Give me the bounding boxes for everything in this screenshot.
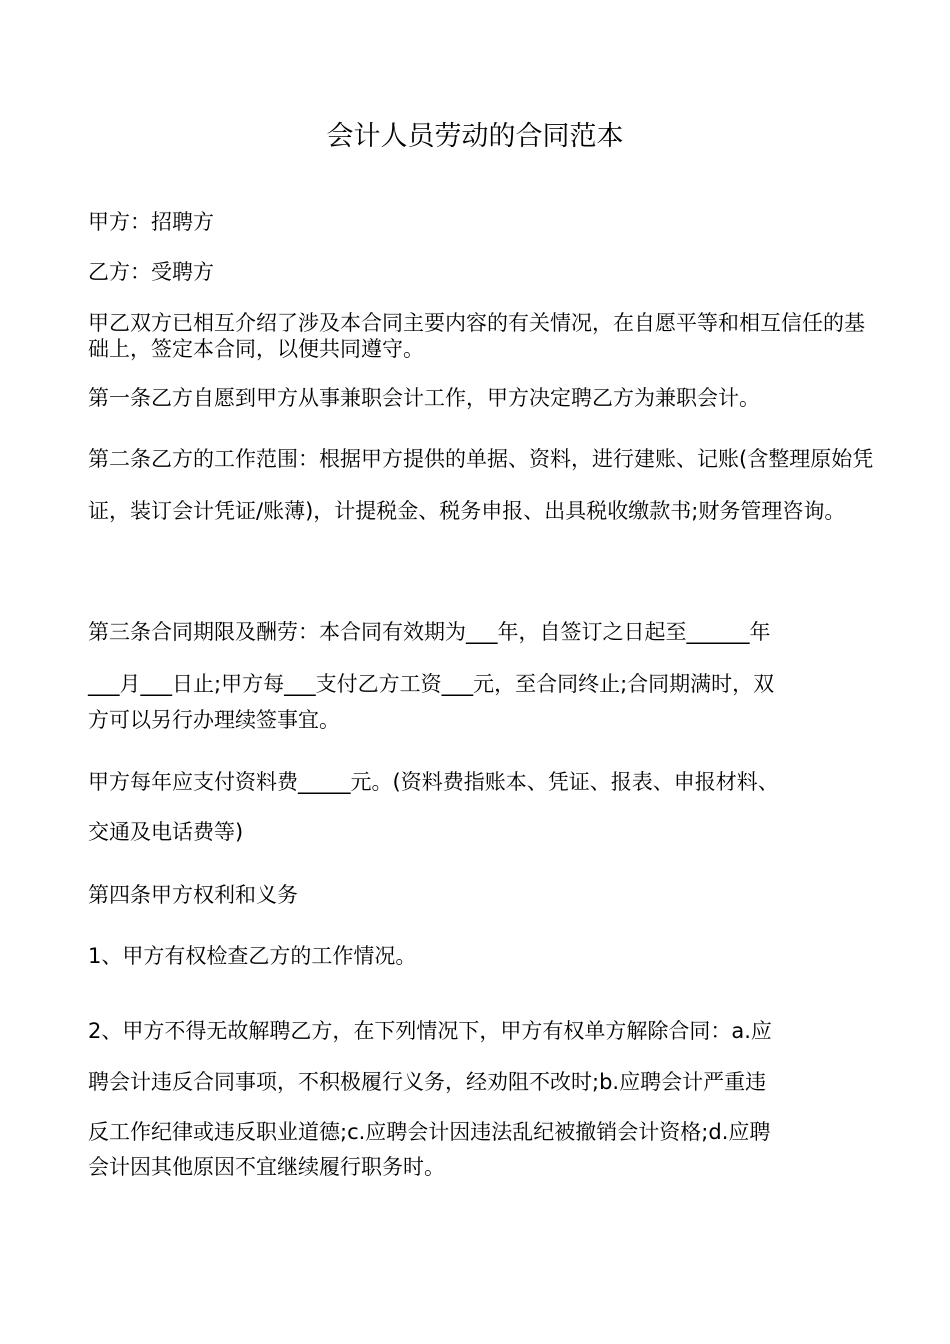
article-4-heading: 第四条甲方权利和义务	[88, 883, 298, 907]
article-2: 第二条乙方的工作范围：根据甲方提供的单据、资料，进行建账、记账(含整理原始凭证，装订会计凭证/账薄)，计提税金、税务申报、出具税收缴款书;财务管理咨询。	[88, 447, 874, 523]
document-title: 会计人员劳动的合同范本	[326, 121, 624, 152]
article-3-line-2: ___月___日止;甲方每___支付乙方工资___元，至合同终止;合同期满时，双	[88, 672, 775, 696]
article-3-line-3: 方可以另行办理续签事宜。	[88, 708, 340, 732]
article-4-item-2-line-4: 会计因其他原因不宜继续履行职务时。	[88, 1155, 445, 1179]
article-3-line-1: 第三条合同期限及酬劳：本合同有效期为___年，自签订之日起至______年	[88, 620, 771, 644]
intro-paragraph: 甲乙双方已相互介绍了涉及本合同主要内容的有关情况，在自愿平等和相互信任的基础上，签定本合同，以便共同遵守。	[88, 311, 865, 361]
article-4-item-2-line-1: 2、甲方不得无故解聘乙方，在下列情况下，甲方有权单方解除合同：a.应	[88, 1019, 772, 1043]
article-1: 第一条乙方自愿到甲方从事兼职会计工作，甲方决定聘乙方为兼职会计。	[88, 386, 760, 410]
article-4-item-1: 1、甲方有权检查乙方的工作情况。	[88, 944, 417, 968]
party-b-line: 乙方：受聘方	[88, 260, 214, 284]
fee-line-2: 交通及电话费等)	[88, 820, 244, 844]
article-4-item-2-line-3: 反工作纪律或违反职业道德;c.应聘会计因违法乱纪被撤销会计资格;d.应聘	[88, 1120, 771, 1144]
party-a-line: 甲方：招聘方	[88, 210, 214, 234]
article-4-item-2-line-2: 聘会计违反合同事项，不积极履行义务，经劝阻不改时;b.应聘会计严重违	[88, 1070, 767, 1094]
fee-line-1: 甲方每年应支付资料费_____元。(资料费指账本、凭证、报表、申报材料、	[88, 770, 779, 794]
